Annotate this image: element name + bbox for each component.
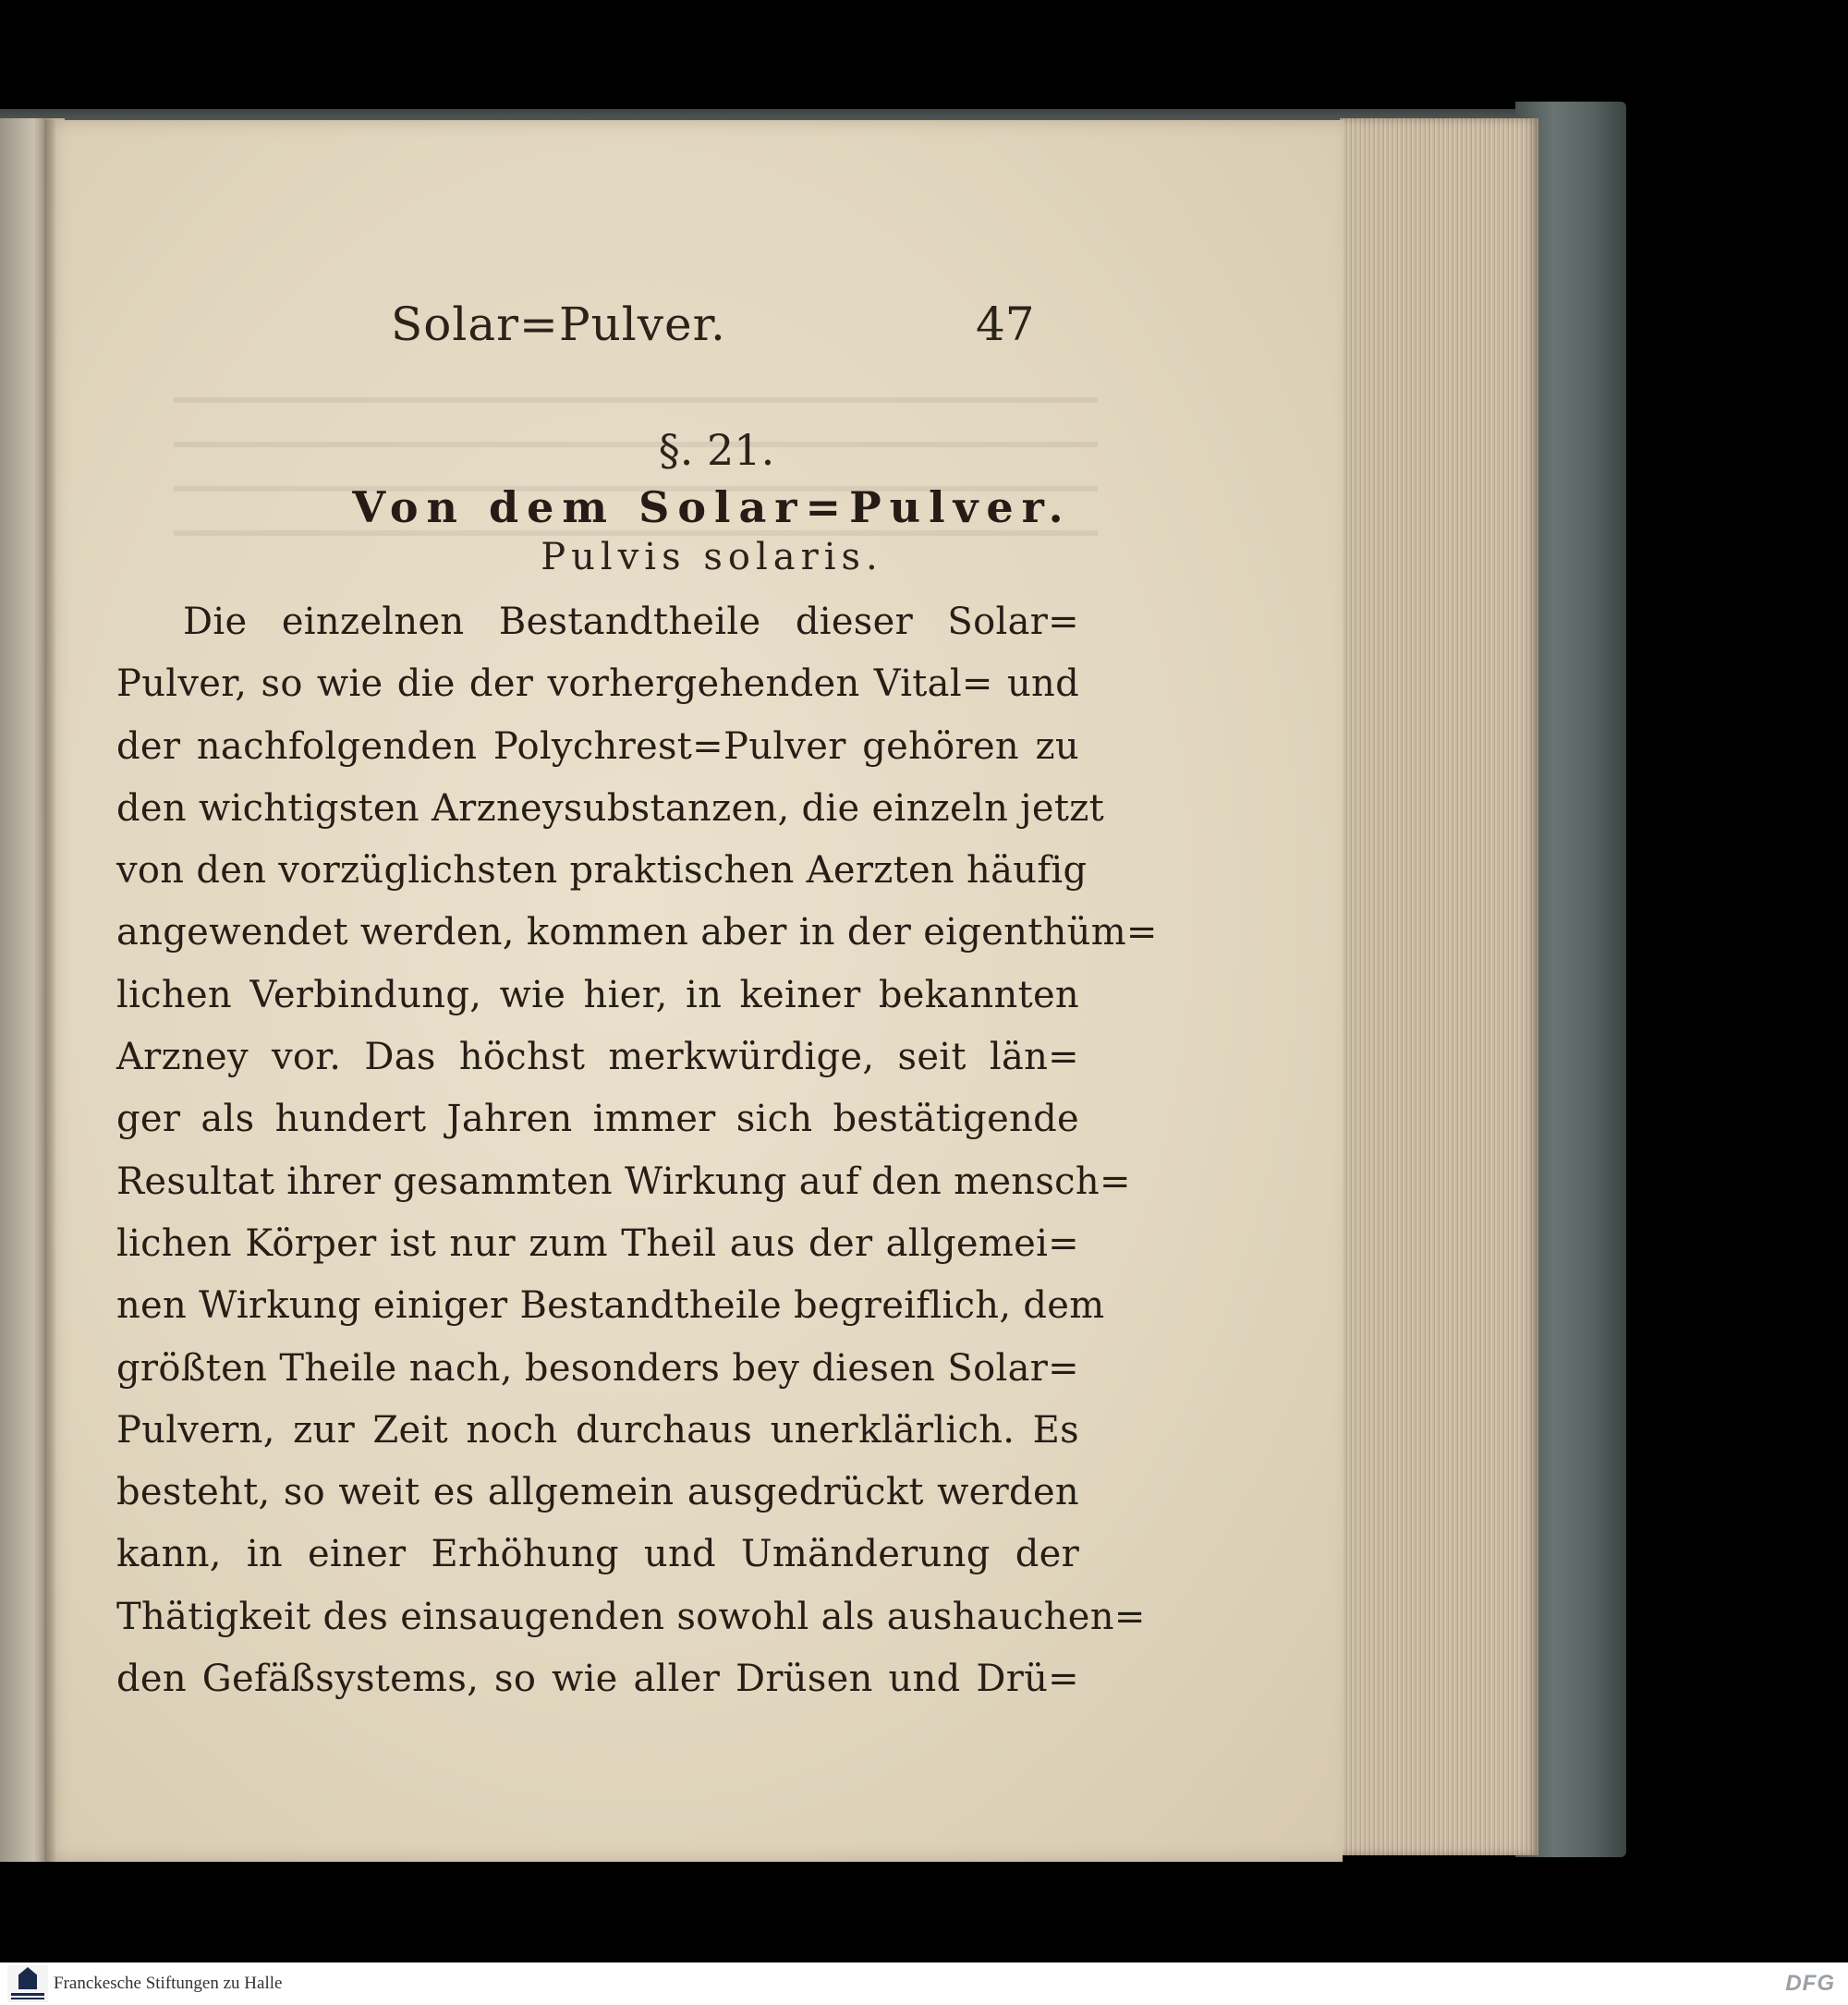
book-gutter <box>35 118 55 1962</box>
dfg-logo[interactable]: DFG <box>1785 1971 1835 1996</box>
text-line: Thätigkeit des einsaugenden sowohl als aushauchen= <box>116 1595 1146 1638</box>
francke-logo-icon[interactable] <box>7 1965 48 2002</box>
text-line: kann, in einer Erhöhung und Umänderung der <box>116 1533 1079 1576</box>
text-line: von den vorzüglichsten praktischen Aerzten häufig <box>116 849 1088 893</box>
viewer-footer <box>0 1962 1848 2005</box>
text-line: besteht, so weit es allgemein ausgedrückt werden <box>116 1471 1079 1514</box>
logo-bar <box>11 1993 44 1996</box>
text-line: den Gefäßsystems, so wie aller Drüsen und Drü= <box>116 1658 1079 1701</box>
logo-bar <box>11 1998 44 1999</box>
text-line: angewendet werden, kommen aber in der eigenthüm= <box>116 911 1158 954</box>
section-heading: Von dem Solar=Pulver. <box>352 482 1072 532</box>
page-number: 47 <box>976 298 1035 351</box>
text-line: Arzney vor. Das höchst merkwürdige, seit län= <box>116 1036 1079 1079</box>
text-line: lichen Verbindung, wie hier, in keiner bekannten <box>116 973 1079 1016</box>
scan-bottom-margin <box>0 1862 1515 1962</box>
text-line: größten Theile nach, besonders bey diesen Solar= <box>116 1346 1079 1390</box>
body-text <box>116 591 1158 1710</box>
page-edges <box>1340 118 1538 1855</box>
text-line: Pulvern, zur Zeit noch durchaus unerklärlich. Es <box>116 1408 1079 1452</box>
text-line: lichen Körper ist nur zum Theil aus der allgemei= <box>116 1221 1079 1265</box>
running-title: Solar=Pulver. <box>391 298 726 351</box>
section-number: §. 21. <box>658 425 775 475</box>
logo-mark <box>18 1967 37 1989</box>
text-line: Pulver, so wie die der vorhergehenden Vital= und <box>116 662 1079 706</box>
text-line: ger als hundert Jahren immer sich bestätigende <box>116 1098 1079 1141</box>
text-line: nen Wirkung einiger Bestandtheile begreiflich, dem <box>116 1284 1105 1328</box>
institution-label[interactable]: Franckesche Stiftungen zu Halle <box>54 1974 283 1993</box>
text-line: den wichtigsten Arzneysubstanzen, die einzeln jetzt <box>116 786 1104 830</box>
text-line: Die einzelnen Bestandtheile dieser Solar= <box>183 601 1079 643</box>
text-line: Resultat ihrer gesammten Wirkung auf den mensch= <box>116 1160 1131 1203</box>
text-line: der nachfolgenden Polychrest=Pulver gehören zu <box>116 724 1079 768</box>
book-page <box>44 120 1343 1862</box>
latin-title: Pulvis solaris. <box>541 536 883 578</box>
running-head <box>44 298 1343 362</box>
